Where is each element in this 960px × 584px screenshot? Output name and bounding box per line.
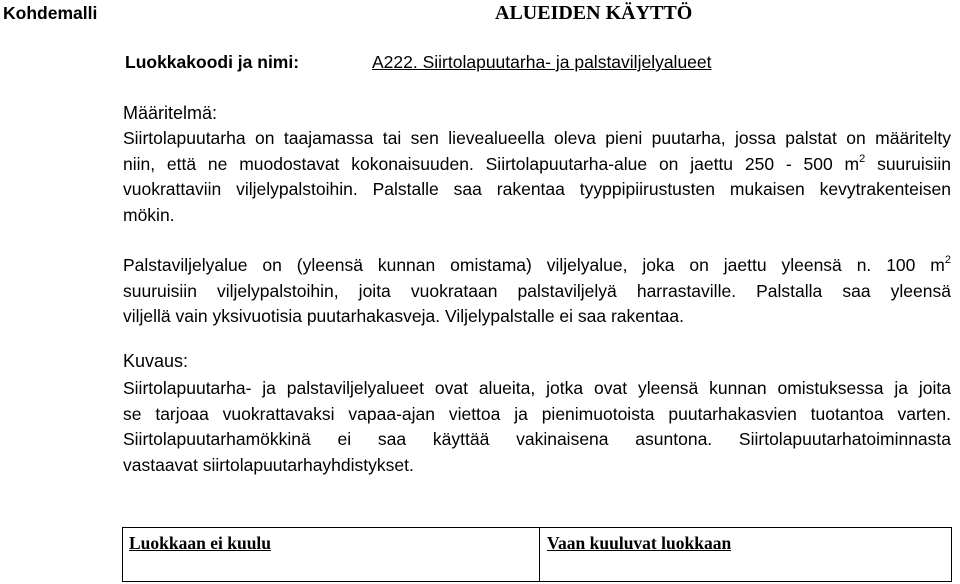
table-divider	[539, 528, 540, 581]
definition-paragraph-1	[123, 126, 951, 228]
class-code-label: Luokkakoodi ja nimi:	[125, 52, 300, 72]
text-line: vuokrattaviin viljelypalstoihin. Palstalle saa rakentaa tyyppipiirustusten mukaisen kevytrakenteisen	[123, 179, 951, 199]
definition-heading: Määritelmä:	[123, 103, 218, 123]
text-line: niin, että ne muodostavat kokonaisuuden. Siirtolapuutarha-alue on jaettu 250 - 500 $m^2$ suuruisiin	[123, 152, 951, 174]
description-heading: Kuvaus:	[123, 351, 189, 371]
definition-paragraph-2	[123, 253, 951, 330]
class-code-value: A222. Siirtolapuutarha- ja palstaviljelyalueet	[372, 52, 712, 72]
classification-table	[122, 527, 952, 582]
text-line: se tarjoaa vuokrattavaksi vapaa-ajan viettoa ja pienimuotoista puutarhakasvien tuotantoa varten.	[123, 403, 951, 424]
text-line: Siirtolapuutarha on taajamassa tai sen lievealueella oleva pieni puutarha, jossa palstat on määritelty	[123, 128, 951, 148]
description-paragraph	[123, 376, 951, 478]
text-line: Palstaviljelyalue on (yleensä kunnan omistama) viljelyalue, joka on jaettu yleensä n. 100 $m^2$	[123, 254, 951, 275]
document-type-label: Kohdemalli	[3, 3, 98, 23]
text-line: Siirtolapuutarhamökkinä ei saa käyttää vakinaisena asuntona. Siirtolapuutarhatoiminnasta	[123, 429, 951, 449]
text-line: Siirtolapuutarha- ja palstaviljelyalueet ovat alueita, jotka ovat yleensä kunnan omistuksessa ja joita	[123, 378, 951, 398]
text-line: viljellä vain yksivuotisia puutarhakasveja. Viljelypalstalle ei saa rakentaa.	[123, 306, 684, 326]
included-column-header: Vaan kuuluvat luokkaan	[547, 533, 732, 553]
text-line: vastaavat siirtolapuutarhayhdistykset.	[123, 454, 414, 475]
text-line: mökin.	[123, 204, 175, 225]
page-title: ALUEIDEN KÄYTTÖ	[495, 2, 693, 24]
excluded-column-header: Luokkaan ei kuulu	[129, 533, 272, 553]
text-line: suuruisiin viljelypalstoihin, joita vuokrataan palstaviljelyä harrastaville. Palstalla saa yleensä	[123, 280, 951, 301]
